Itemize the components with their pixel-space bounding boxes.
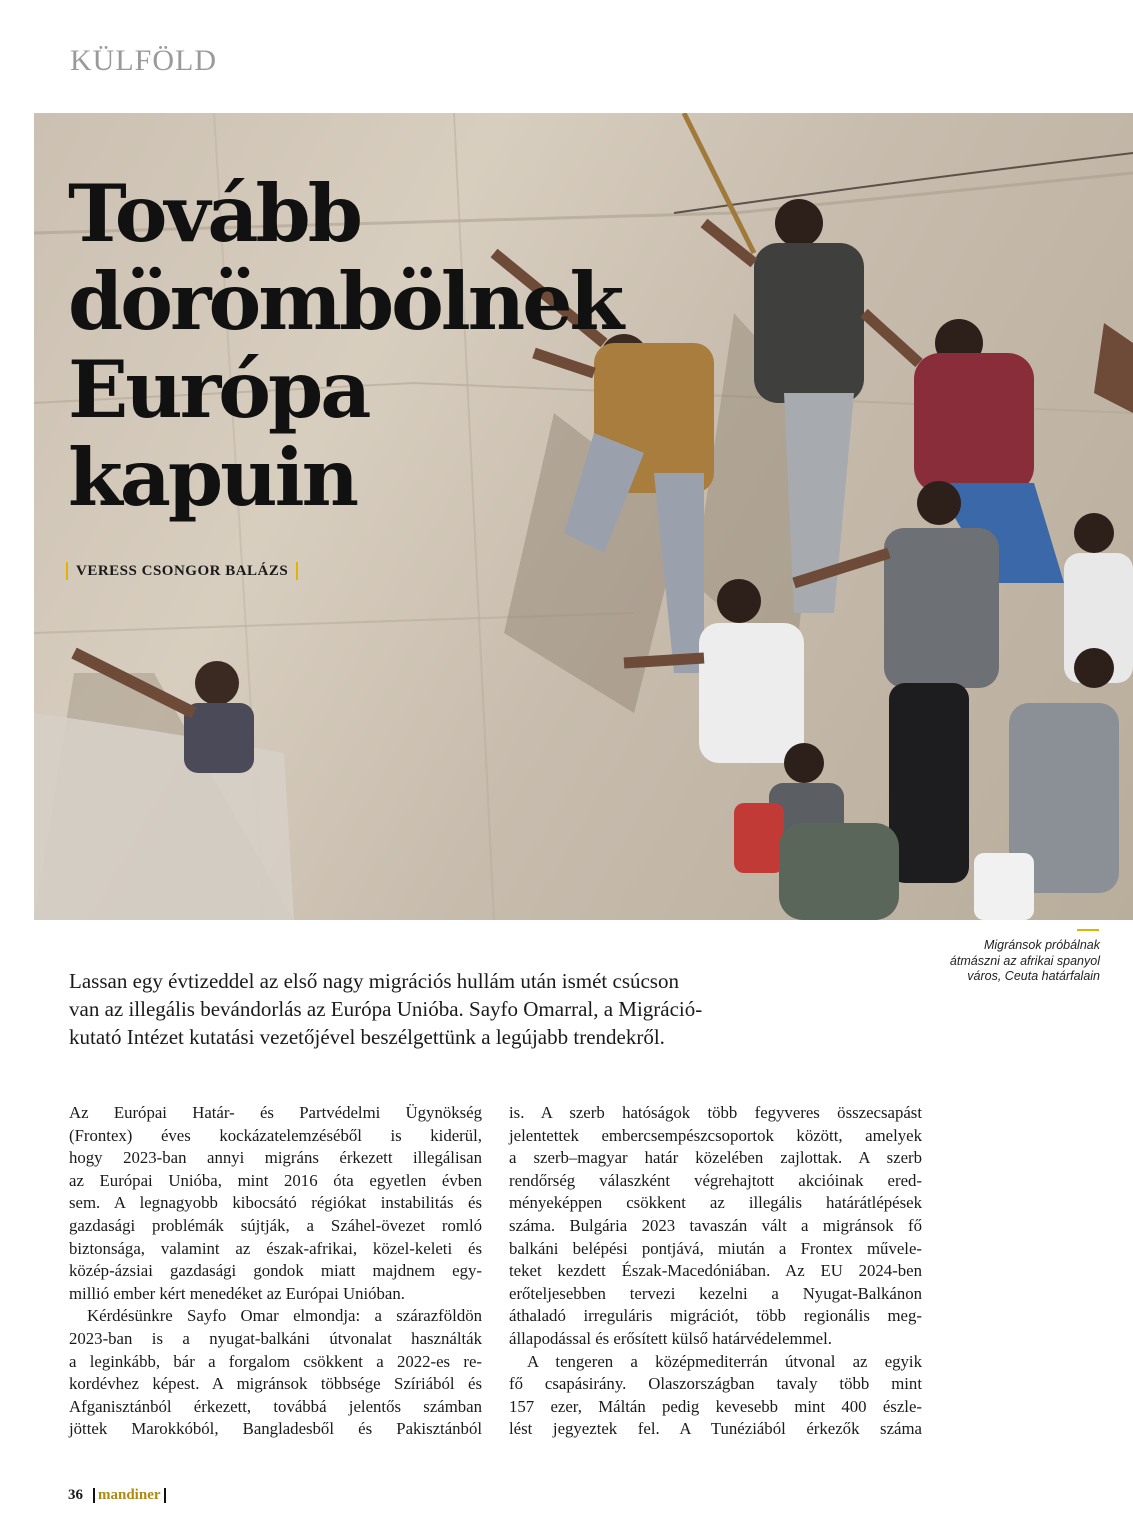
caption-accent bbox=[1077, 929, 1099, 931]
body-line: teket kezdett Észak-Macedóniában. Az EU 2024-ben bbox=[509, 1261, 922, 1281]
article-headline bbox=[68, 167, 668, 524]
body-line: gazdasági problémák sújtják, a Száhel-övezet romló bbox=[69, 1215, 482, 1235]
body-line: 2023-ban is a nyugat-balkáni útvonalat használták bbox=[69, 1328, 482, 1348]
body-line: erőteljesebben tervezi kezelni a Nyugat-Balkánon bbox=[509, 1283, 922, 1303]
body-line: rendőrség válaszként végrehajtott akcióinak ered- bbox=[509, 1170, 922, 1190]
headline-line: dörömbölnek bbox=[68, 255, 622, 348]
body-line: fő csapásirány. Olaszországban tavaly több mint bbox=[509, 1374, 922, 1394]
caption-line: átmászni az afrikai spanyol bbox=[949, 953, 1100, 968]
body-line: lést jegyeztek fel. A Tunéziából érkezők száma bbox=[509, 1419, 922, 1439]
body-line: is. A szerb hatóságok több fegyveres összecsapást bbox=[509, 1103, 922, 1122]
body-line: jelentettek embercsempészcsoportok között, amelyek bbox=[509, 1125, 922, 1145]
lead-line: van az illegális bevándorlás az Európa Unióba. Sayfo Omarral, a Migráció- bbox=[69, 997, 703, 1021]
byline-bar-left bbox=[66, 562, 68, 580]
caption-line: Migránsok próbálnak bbox=[983, 938, 1100, 952]
page-number: 36 bbox=[68, 1487, 83, 1503]
body-line: balkáni belépési pontjává, miután a Frontex művele- bbox=[509, 1238, 922, 1258]
headline-line: Tovább bbox=[68, 167, 360, 260]
body-line: állapodással és erősített külső határvédelemmel. bbox=[509, 1328, 832, 1348]
byline bbox=[66, 562, 298, 580]
headline-line: kapuin bbox=[68, 431, 357, 524]
body-line: Afganisztánból érkezett, továbbá jelentős számban bbox=[69, 1396, 482, 1416]
body-line: hogy 2023-ban annyi migráns érkezett illegálisan bbox=[69, 1148, 482, 1168]
body-line: 157 ezer, Máltán pedig kevesebb mint 400 észle- bbox=[509, 1396, 922, 1416]
body-line: áthaladó irreguláris migrációt, több regionális meg- bbox=[509, 1306, 922, 1326]
body-line: közép-ázsiai gazdasági gondok miatt majdnem egy- bbox=[69, 1261, 482, 1281]
page-footer bbox=[68, 1487, 166, 1504]
body-line: az Európai Unióba, mint 2016 óta egyetlen évben bbox=[69, 1170, 482, 1190]
caption-line: város, Ceuta határfalain bbox=[967, 969, 1100, 983]
body-line: száma. Bulgária 2023 tavaszán vált a migránsok fő bbox=[509, 1215, 922, 1235]
body-line: jöttek Marokkóból, Bangladesből és Pakisztánból bbox=[69, 1419, 482, 1439]
body-line: (Frontex) éves kockázatelemzéséből is kiderül, bbox=[69, 1125, 482, 1145]
lead-line: Lassan egy évtizeddel az első nagy migrációs hullám után ismét csúcson bbox=[69, 969, 679, 993]
section-label: KÜLFÖLD bbox=[70, 44, 217, 77]
body-line: biztonsága, valamint az észak-afrikai, közel-keleti és bbox=[69, 1238, 482, 1258]
article-lead bbox=[69, 967, 809, 1051]
body-line: A tengeren a középmediterrán útvonal az egyik bbox=[527, 1351, 922, 1371]
photo-caption bbox=[900, 938, 1100, 985]
author-name: VERESS CSONGOR BALÁZS bbox=[76, 562, 289, 579]
body-line: ményeképpen csökkent az illegális határátlépések bbox=[509, 1193, 922, 1213]
body-line: a szerb–magyar határ közelében zajlottak. A szerb bbox=[509, 1148, 922, 1168]
body-line: Az Európai Határ- és Partvédelmi Ügynökség bbox=[69, 1103, 482, 1122]
body-line: Kérdésünkre Sayfo Omar elmondja: a szárazföldön bbox=[87, 1306, 482, 1326]
body-line: sem. A legnagyobb kibocsátó régiókat instabilitás és bbox=[69, 1193, 482, 1213]
body-line: kordévhez képest. A migránsok többsége Szíriából és bbox=[69, 1374, 482, 1394]
byline-bar-right bbox=[296, 562, 298, 580]
brand-logo: mandiner bbox=[93, 1488, 166, 1503]
body-column-1 bbox=[69, 1102, 482, 1441]
lead-line: kutató Intézet kutatási vezetőjével beszélgettünk a legújabb trendekről. bbox=[69, 1025, 665, 1049]
body-column-2 bbox=[509, 1102, 922, 1441]
body-line: millió ember kért menedéket az Európai Unióban. bbox=[69, 1283, 405, 1303]
headline-line: Európa bbox=[68, 343, 369, 436]
body-line: a leginkább, bár a forgalom csökkent a 2022-es re- bbox=[69, 1351, 482, 1371]
